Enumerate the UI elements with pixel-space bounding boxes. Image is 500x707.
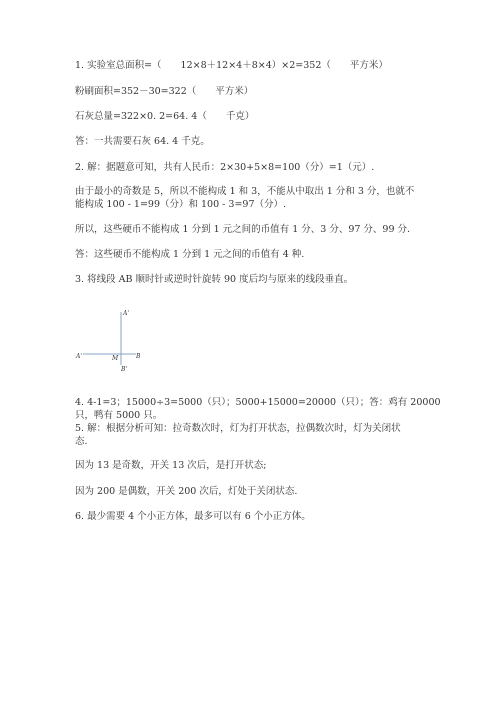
answer-5-line: 5. 解：根据分析可知：拉奇数次时，灯为打开状态，拉偶数次时，灯为关闭状: [75, 423, 401, 434]
answer-2-line: 2. 解：据题意可知，共有人民币：2×30+5×8=100（分）=1（元）.: [75, 162, 375, 173]
answer-3-line: 3. 将线段 AB 顺时针或逆时针旋转 90 度后均与原来的线段垂直。: [75, 274, 354, 285]
label-b-prime: B': [121, 366, 128, 373]
answer-2-reason-1: 由于最小的奇数是 5，所以不能构成 1 和 3，不能从中取出 1 分和 3 分，也就不: [75, 186, 415, 197]
answer-5-even: 因为 200 是偶数，开关 200 次后，灯处于关闭状态.: [75, 486, 298, 497]
answer-2-conclusion: 答：这些硬币不能构成 1 分到 1 元之间的币值有 4 种.: [75, 249, 305, 260]
label-a-prime: A': [123, 310, 129, 317]
label-a: A': [76, 353, 82, 360]
answer-1-conclusion: 答：一共需要石灰 64. 4 千克。: [75, 136, 210, 147]
label-m: M: [112, 355, 119, 362]
answer-1-line: 1. 实验室总面积=（ 12×8＋12×4＋8×4）×2=352（ 平方米）: [75, 60, 388, 71]
answer-2-therefore: 所以，这些硬币不能构成 1 分到 1 元之间的币值有 1 分、3 分、97 分、99 分.: [75, 224, 411, 235]
answer-1-paint-area: 粉刷面积=352－30=322（ 平方米）: [75, 86, 254, 97]
rotation-diagram: [75, 305, 155, 380]
answer-2-reason-2: 能构成 100 - 1=99（分）和 100 - 3=97（分）.: [75, 199, 287, 210]
answer-1-lime-total: 石灰总量=322×0. 2=64. 4（ 千克）: [75, 111, 255, 122]
answer-4-line: 4. 4-1=3；15000÷3=5000（只）；5000+15000=20000（只）；答：鸡有 20000: [75, 397, 441, 408]
rotation-figure: [75, 305, 155, 380]
answer-6-line: 6. 最少需要 4 个小正方体，最多可以有 6 个小正方体。: [75, 511, 311, 522]
answer-5-continued: 态.: [75, 436, 88, 447]
answer-4-continued: 只，鸭有 5000 只。: [75, 410, 163, 421]
answer-5-odd: 因为 13 是奇数，开关 13 次后，是打开状态;: [75, 460, 267, 471]
label-b: B: [136, 353, 141, 360]
